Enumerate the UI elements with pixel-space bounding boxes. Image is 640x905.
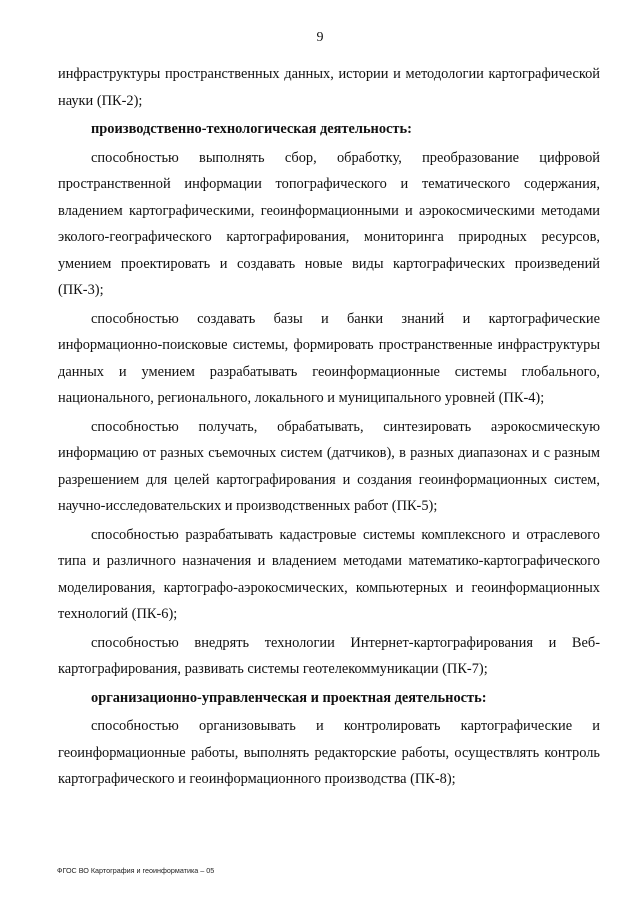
- section-heading-management: организационно-управленческая и проектная деятельность:: [91, 689, 487, 706]
- paragraph-pk3: способностью выполнять сбор, обработку, преобразование цифровой пространственной информации топографического и тематического содержания, владением картографическими, геоинформационными и аэрокосмическими методами эколого-географического картографирования, мониторинга природных ресурсов, умением проектировать и создавать новые виды картографических произведений (ПК-3);: [58, 149, 600, 298]
- document-body: [58, 61, 600, 795]
- page-number: 9: [316, 30, 324, 45]
- paragraph-pk8: способностью организовывать и контролировать картографические и геоинформационные работы, выполнять редакторские работы, осуществлять контроль картографического и геоинформационного производства (ПК-8);: [58, 718, 600, 787]
- paragraph-pk5: способностью получать, обрабатывать, синтезировать аэрокосмическую информацию от разных съемочных систем (датчиков), в разных диапазонах и с разным разрешением для целей картографирования и создания геоинформационных систем, научно-исследовательских и производственных работ (ПК-5);: [58, 418, 600, 514]
- footer-text: ФГОС ВО Картография и геоинформатика – 05: [57, 866, 215, 875]
- paragraph-continuation: инфраструктуры пространственных данных, истории и методологии картографической науки (ПК-2);: [58, 66, 600, 109]
- paragraph-pk6: способностью разрабатывать кадастровые системы комплексного и отраслевого типа и различного назначения и владением методами математико-картографического моделирования, картографо-аэрокосмических, компьютерных и геоинформационных технологий (ПК-6);: [58, 526, 600, 622]
- section-heading-production: производственно-технологическая деятельность:: [91, 121, 412, 137]
- paragraph-pk7: способностью внедрять технологии Интернет-картографирования и Веб-картографирования, развивать системы геотелекоммуникации (ПК-7);: [58, 634, 600, 677]
- paragraph-pk4: способностью создавать базы и банки знаний и картографические информационно-поисковые системы, формировать пространственные инфраструктуры данных и умением разрабатывать геоинформационные системы глобального, национального, регионального, локального и муниципального уровней (ПК-4);: [58, 310, 600, 406]
